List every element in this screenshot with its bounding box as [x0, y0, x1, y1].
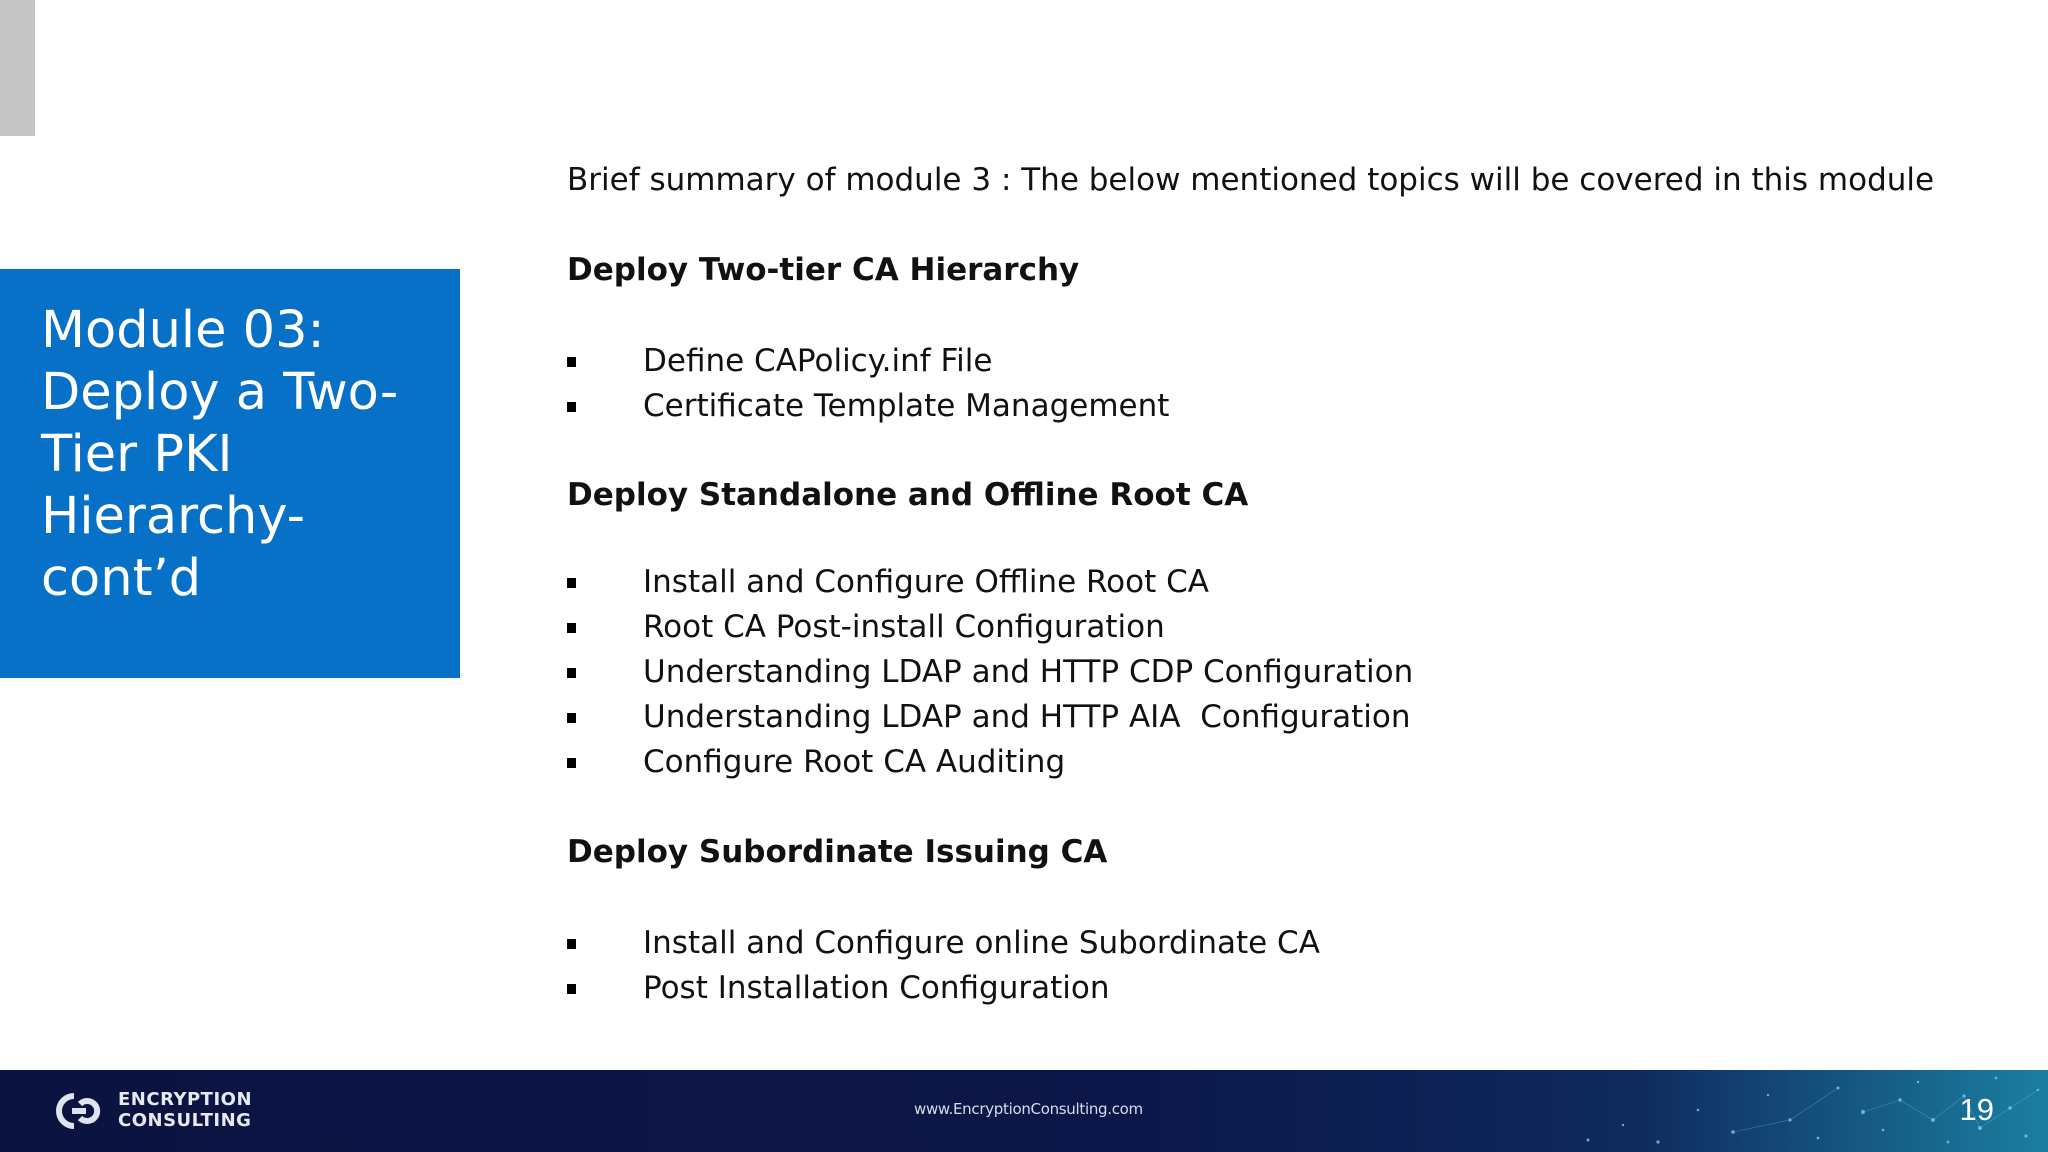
- list-item-label: Configure Root CA Auditing: [643, 744, 1066, 780]
- footer-bar: [0, 1070, 2048, 1152]
- section-heading: Deploy Standalone and Offline Root CA: [567, 477, 1249, 513]
- square-bullet-icon: [567, 357, 576, 367]
- list-item-label: Certificate Template Management: [643, 388, 1170, 424]
- list-item: [567, 695, 1411, 740]
- list-item: [567, 740, 1066, 785]
- company-logo: [50, 1088, 260, 1134]
- square-bullet-icon: [567, 402, 576, 412]
- list-item: [567, 384, 1170, 429]
- logo-text-line1: ENCRYPTION: [118, 1089, 253, 1110]
- square-bullet-icon: [567, 758, 576, 768]
- page-number: 19: [1959, 1092, 1994, 1127]
- bullet-list: [567, 560, 1414, 785]
- list-item-label: Root CA Post-install Configuration: [643, 609, 1165, 645]
- corner-tab: [0, 0, 35, 136]
- list-item-label: Install and Configure Offline Root CA: [643, 564, 1209, 600]
- square-bullet-icon: [567, 578, 576, 588]
- square-bullet-icon: [567, 939, 576, 949]
- list-item: [567, 650, 1414, 695]
- section-heading: Deploy Subordinate Issuing CA: [567, 834, 1108, 870]
- list-item-label: Install and Configure online Subordinate CA: [643, 925, 1320, 961]
- summary-text: Brief summary of module 3 : The below mentioned topics will be covered in this module: [567, 162, 1935, 198]
- bullet-list: [567, 339, 1170, 429]
- list-item: [567, 560, 1209, 605]
- encryption-consulting-logo-icon: [50, 1090, 112, 1132]
- square-bullet-icon: [567, 668, 576, 678]
- list-item: [567, 921, 1320, 966]
- bullet-list: [567, 921, 1320, 1011]
- square-bullet-icon: [567, 984, 576, 994]
- list-item-label: Understanding LDAP and HTTP CDP Configuration: [643, 654, 1414, 690]
- list-item-label: Define CAPolicy.inf File: [643, 343, 993, 379]
- list-item: [567, 339, 993, 384]
- slide-title: Module 03: Deploy a Two- Tier PKI Hierarchy- cont’d: [41, 301, 399, 608]
- square-bullet-icon: [567, 713, 576, 723]
- logo-text-line2: CONSULTING: [118, 1110, 252, 1131]
- list-item: [567, 605, 1165, 650]
- website-url: www.EncryptionConsulting.com: [914, 1100, 1143, 1118]
- list-item-label: Understanding LDAP and HTTP AIA Configuration: [643, 699, 1411, 735]
- section-heading: Deploy Two-tier CA Hierarchy: [567, 252, 1080, 288]
- list-item: [567, 966, 1110, 1011]
- square-bullet-icon: [567, 623, 576, 633]
- list-item-label: Post Installation Configuration: [643, 970, 1110, 1006]
